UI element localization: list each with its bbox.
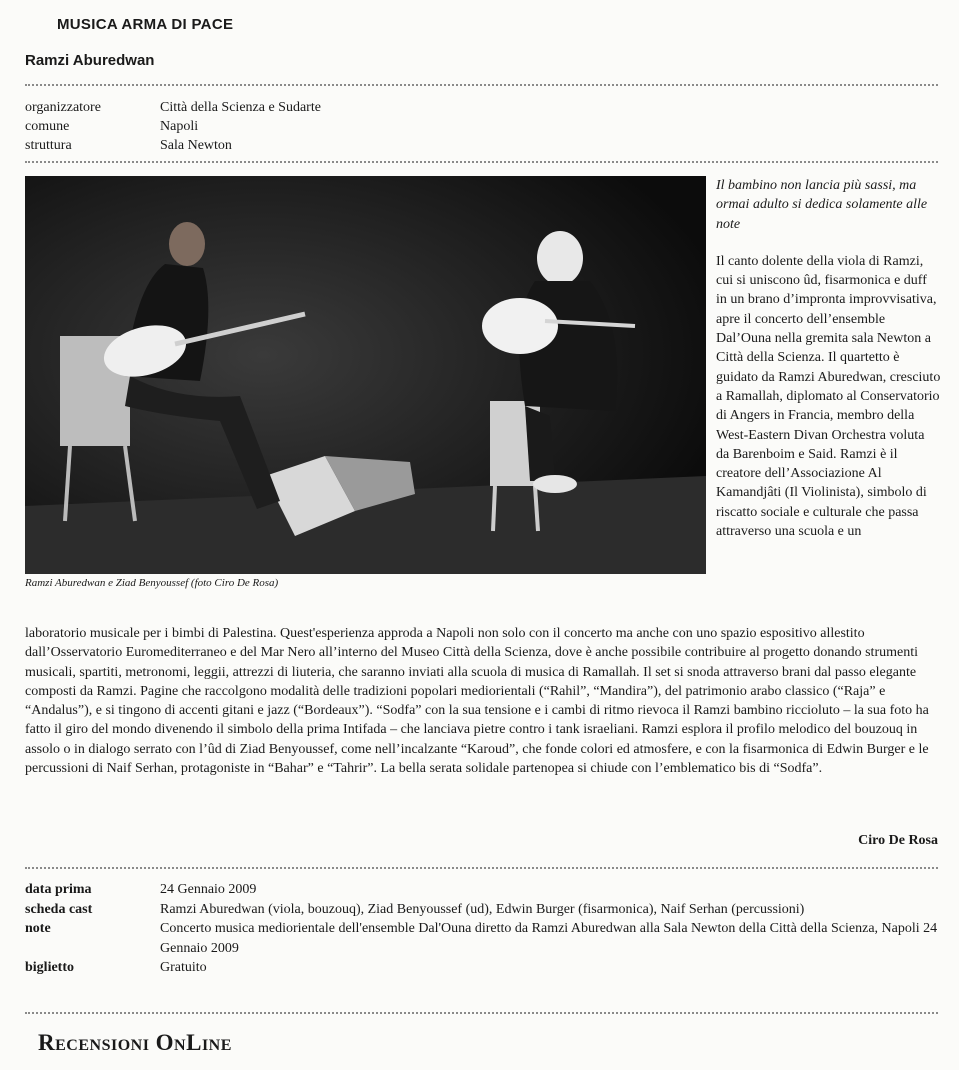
divider xyxy=(25,867,938,869)
meta-row-premiere xyxy=(25,880,938,900)
section-title: MUSICA ARMA DI PACE xyxy=(57,16,234,33)
artist-title: Ramzi Aburedwan xyxy=(25,52,155,69)
meta-value: Concerto musica mediorientale dell'ensemble Dal'Ouna diretto da Ramzi Aburedwan alla Sala Newton della Città della Scienza, Napoli 24 Gennaio 2009 xyxy=(160,921,938,956)
concert-photo-illustration xyxy=(25,176,706,574)
divider xyxy=(25,1012,938,1014)
article-column xyxy=(716,176,941,541)
meta-row-cast xyxy=(25,900,938,920)
meta-value: Gratuito xyxy=(160,960,207,975)
meta-label: biglietto xyxy=(25,960,74,975)
divider xyxy=(25,161,938,163)
concert-photo xyxy=(25,176,706,574)
info-row-organizer xyxy=(25,98,321,117)
publication-logo: Recensioni OnLine xyxy=(38,1030,232,1055)
event-info xyxy=(25,98,321,155)
article-body-column: Il canto dolente della viola di Ramzi, cui si uniscono ûd, fisarmonica e duff in un brano d’impronta improvvisativa, apre il concerto dell’ensemble Dal’Ouna nella gremita sala Newton a Città della Scienza. Il quartetto è guidato da Ramzi Aburedwan, cresciuto a Ramallah, diplomato al Conservatorio di Angers in Francia, membro della West-Eastern Divan Orchestra voluta da Barenboim e Said. Ramzi è il creatore dell’Associazione Al Kamandjâti (Il Violinista), simbolo di riscatto sociale e culturale che passa attraverso una scuola e un xyxy=(716,253,941,540)
info-label: comune xyxy=(25,119,70,134)
info-row-city xyxy=(25,117,321,136)
meta-label: note xyxy=(25,921,51,936)
info-value: Napoli xyxy=(160,119,199,134)
info-row-venue xyxy=(25,136,321,155)
info-label: struttura xyxy=(25,138,72,153)
info-value: Città della Scienza e Sudarte xyxy=(160,100,321,115)
show-details xyxy=(25,880,938,978)
article-lead: Il bambino non lancia più sassi, ma ormai adulto si dedica solamente alle note xyxy=(716,178,928,232)
info-value: Sala Newton xyxy=(160,138,232,153)
meta-label: data prima xyxy=(25,882,92,897)
meta-value: Ramzi Aburedwan (viola, bouzouq), Ziad Benyoussef (ud), Edwin Burger (fisarmonica), Naif Serhan (percussioni) xyxy=(160,901,805,917)
info-label: organizzatore xyxy=(25,100,101,115)
meta-value: 24 Gennaio 2009 xyxy=(160,882,257,897)
meta-row-notes xyxy=(25,919,938,958)
photo-caption: Ramzi Aburedwan e Ziad Benyoussef (foto Ciro De Rosa) xyxy=(25,577,279,589)
article-author: Ciro De Rosa xyxy=(858,833,938,848)
divider xyxy=(25,84,938,86)
article-body-wide: laboratorio musicale per i bimbi di Palestina. Quest'esperienza approda a Napoli non solo con il concerto ma anche con uno spazio espositivo allestito dall’Osservatorio Euromediterraneo e del Mar Nero all’interno del Museo Città della Scienza, dove è anche possibile contribuire al progetto donando strumenti musicali, spartiti, metronomi, leggii, attrezzi di liuteria, che saranno inviati alla scuola di musica di Ramallah. Il set si snoda attraverso brani dal passo elegante composti da Ramzi. Pagine che raccolgono modalità delle tradizioni popolari mediorientali (“Rahil”, “Mandira”), del patrimonio arabo classico (“Raja” e “Andalus”), e si tingono di accenti gitani e jazz (“Bordeaux”). “Sodfa” con la sua tensione e i cambi di ritmo rievoca il Ramzi bambino ricciolutо – la sua foto ha fatto il giro del mondo divenendo il simbolo della prima Intifada – che lanciava pietre contro i tank israeliani. Ramzi esplora il profilo melodico del bouzouq in assolo o in dialogo serrato con l’ûd di Ziad Benyoussef, come nell’incalzante “Karoud”, che fonde colori ed atmosfere, e con la fisarmonica di Edwin Burger e le percussioni di Naif Serhan, protagoniste in “Bahar” e “Tahrir”. La bella serata solidale partenopea si chiude con l’emblematico bis di “Sodfa”. xyxy=(25,626,929,777)
meta-row-ticket xyxy=(25,958,938,978)
meta-label: scheda cast xyxy=(25,901,93,917)
